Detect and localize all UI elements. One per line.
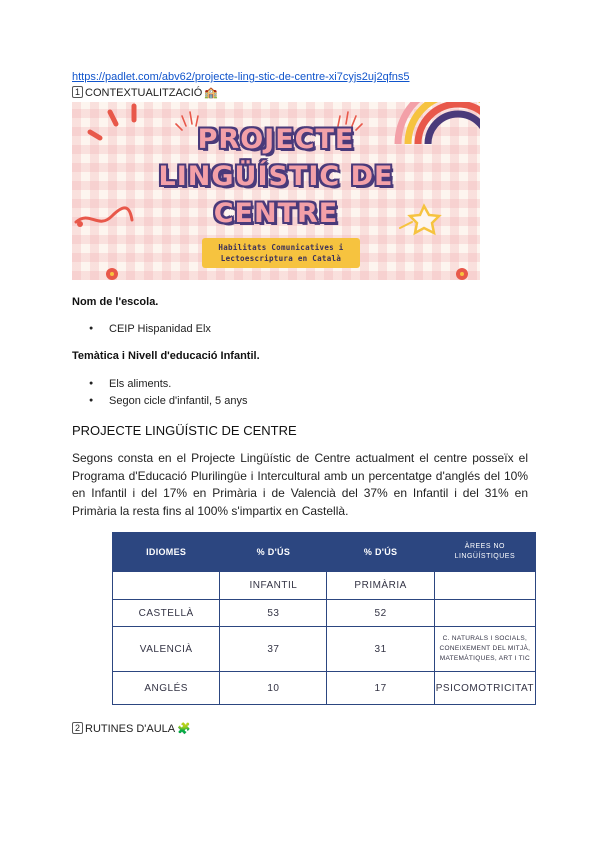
topic-label: Temàtica i Nivell d'educació Infantil. bbox=[72, 350, 260, 362]
puzzle-icon: 🧩 bbox=[177, 723, 191, 735]
table-cell: 52 bbox=[327, 600, 434, 627]
section-title: CONTEXTUALITZACIÓ bbox=[85, 87, 203, 99]
section-heading-contextualitzacio bbox=[72, 86, 218, 99]
table-header: % D'ÚS bbox=[327, 533, 434, 572]
table-header-row bbox=[113, 533, 536, 572]
heading-projecte: PROJECTE LINGÜÍSTIC DE CENTRE bbox=[72, 423, 297, 438]
keycap-number: 1 bbox=[72, 86, 83, 98]
table-cell: PSICOMOTRICITAT bbox=[434, 672, 535, 705]
list-item: ● CEIP Hispanidad Elx bbox=[90, 323, 211, 335]
flower-icon bbox=[106, 268, 468, 280]
banner-title-line2: LINGÜÍSTIC DE bbox=[158, 161, 394, 192]
table-header: ÀREES NO LINGÜÍSTIQUES bbox=[434, 533, 535, 572]
table-cell: VALENCIÀ bbox=[113, 627, 220, 672]
language-table bbox=[112, 532, 536, 705]
table-cell: INFANTIL bbox=[220, 572, 327, 600]
table-cell: 53 bbox=[220, 600, 327, 627]
list-item: ● Segon cicle d'infantil, 5 anys bbox=[90, 395, 247, 407]
table-cell bbox=[113, 572, 220, 600]
keycap-number: 2 bbox=[72, 722, 83, 734]
table-cell: 37 bbox=[220, 627, 327, 672]
banner-title-line1: PROJECTE bbox=[197, 124, 355, 155]
table-subheader-row bbox=[113, 572, 536, 600]
table-row bbox=[113, 627, 536, 672]
table-row bbox=[113, 600, 536, 627]
banner-subtitle-line2: Lectoescriptura en Català bbox=[220, 254, 342, 263]
table-cell bbox=[434, 600, 535, 627]
school-label: Nom de l'escola. bbox=[72, 296, 159, 308]
padlet-link[interactable]: https://padlet.com/abv62/projecte-ling-stic-de-centre-xi7cyjs2uj2qfns5 bbox=[72, 71, 410, 83]
banner-subtitle bbox=[202, 238, 360, 268]
section-heading-rutines bbox=[72, 722, 191, 735]
table-cell: 31 bbox=[327, 627, 434, 672]
body-paragraph: Segons consta en el Projecte Lingüístic de Centre actualment el centre posseïx el Programa d'Educació Plurilingüe i Intercultural amb un percentatge d'anglés del 10% en Infantil i del 17% en Primària i de Valencià del 37% en Infantil i del 31% en Primària la resta fins al 100% s'impartix en Castellà. bbox=[72, 451, 528, 518]
table-cell bbox=[434, 572, 535, 600]
table-cell: PRIMÀRIA bbox=[327, 572, 434, 600]
school-icon: 🏫 bbox=[204, 87, 219, 99]
table-cell: 10 bbox=[220, 672, 327, 705]
banner-subtitle-line1: Habilitats Comunicatives i bbox=[218, 243, 344, 252]
banner-title-line3: CENTRE bbox=[213, 198, 339, 229]
table-cell: CASTELLÀ bbox=[113, 600, 220, 627]
table-cell: ANGLÉS bbox=[113, 672, 220, 705]
table-cell: C. NATURALS I SOCIALS, CONEIXEMENT DEL MITJÀ, MATEMÀTIQUES, ART I TIC bbox=[434, 627, 535, 672]
table-cell: 17 bbox=[327, 672, 434, 705]
list-item: ● Els aliments. bbox=[90, 378, 171, 390]
table-row bbox=[113, 672, 536, 705]
project-banner bbox=[72, 102, 480, 280]
table-header: % D'ÚS bbox=[220, 533, 327, 572]
section-title: RUTINES D'AULA bbox=[85, 723, 176, 735]
table-header: IDIOMES bbox=[113, 533, 220, 572]
